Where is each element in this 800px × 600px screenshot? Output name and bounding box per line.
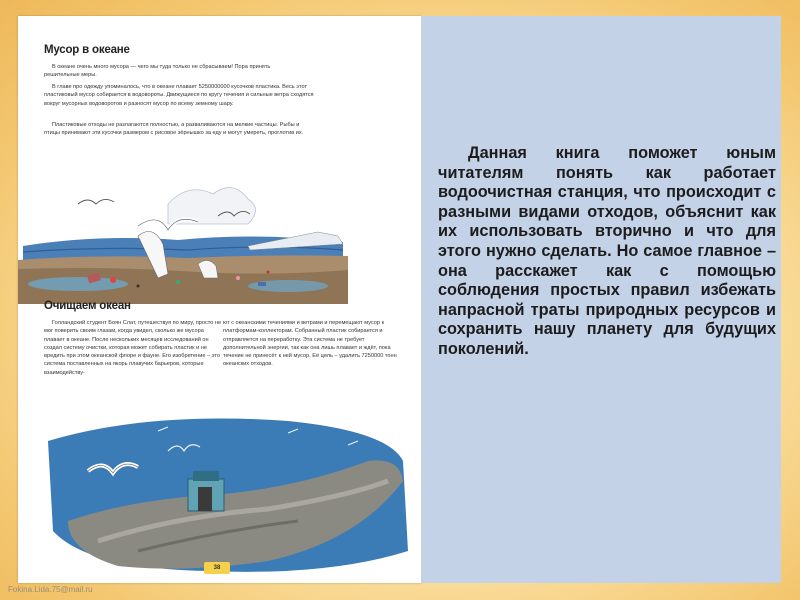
paragraph: Голландский студент Боян Слат, путешествуя по миру, просто не мог поверить своим глазам, когда увидел, сколько же мусора плавает в океане. После нескольких месяцев исследований он создал систему очистки, которая может собирать пластик и не вредить при этом океанской флоре и фауне. Его изобретение – это система поставленных на якорь плавучих барьеров, которые взаимодейству- (44, 320, 222, 376)
paragraph: В океане очень много мусора — чего мы туда только не сбрасываем! Пора принять решительные меры. (44, 64, 271, 79)
ocean-cleanup-illustration (28, 401, 418, 583)
beach-seagulls-illustration (18, 174, 348, 304)
page-number: 38 (204, 562, 230, 574)
section-title-clean-ocean: Очищаем океан (44, 300, 131, 312)
author-email: Fokina.Lida.75@mail.ru (8, 585, 93, 594)
section-title-ocean-trash: Мусор в океане (44, 44, 130, 56)
paragraph: ют с океанскими течениями и ветрами и перемещают мусор к платформам-коллекторам. Собранный пластик собирается и отправляется на переработку. Эта система не требует дополнительной энергии, так как она лишь плавает и ждёт, пока течение не принесёт к ней мусор. Её цель – удалить 7250000 тонн океанских отходов. (223, 320, 397, 368)
paragraph: В главе про одежду упоминалось, что в океане плавает 5250000000 кусочков пластика. Весь этот пластиковый мусор собирается в водовороты. Движущиеся по кругу течения и сильные ветра сходятся вокруг мусорных водоворотов и разносят мусор по всему земному шару. (44, 84, 314, 107)
book-description: Данная книга поможет юным читателям понять как работает водоочистная станция, что происходит с разными видами отходов, объяснит как их использовать вторично и что для этого нужно сделать. Но самое главное – она расскажет как с помощью соблюдения простых правил избежать напрасной траты природных ресурсов и сохранить нашу планету для будущих поколений. (438, 144, 776, 358)
paragraph: Пластиковые отходы не разлагаются полностью, а разваливаются на мелкие частицы. Рыбы и птицы принимают эти кусочки размером с рисовое зёрнышко за еду и могут умереть, проглотив их. (44, 122, 304, 137)
book-page (18, 16, 421, 583)
